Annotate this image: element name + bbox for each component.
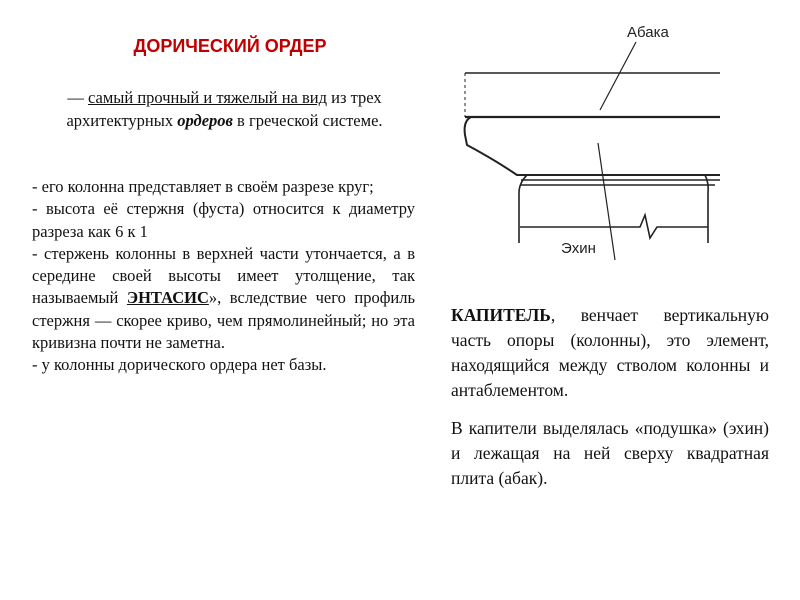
capital-definition [451, 303, 769, 403]
intro-underlined: самый прочный и тяжелый на вид [87, 88, 328, 107]
intro-dash: — [67, 88, 88, 107]
intro-end: в греческой системе. [232, 111, 383, 130]
intro-mid: из трех архитектурных [66, 88, 382, 130]
capital-def-text: , венчает вертикальную часть опоры (колонны), это элемент, находящийся между стволом колонны и антаблементом. [451, 305, 769, 400]
bullet-text: », вследствие чего профиль стержня — скорее криво, чем прямолинейный; но эта кривизна почти не заметна. [32, 288, 415, 353]
capital-description [451, 303, 769, 504]
intro-text [32, 86, 417, 132]
capital-term: КАПИТЕЛЬ [451, 305, 551, 325]
slide-title: ДОРИЧЕСКИЙ ОРДЕР [133, 36, 327, 56]
bullet-item: - высота её стержня (фуста) относится к диаметру разреза как 6 к 1 [32, 199, 415, 241]
bullet-item: - его колонна представляет в своём разрезе круг; [32, 177, 374, 196]
label-abaka: Абака [627, 24, 669, 41]
capital-paragraph-2: В капители выделялась «подушка» (эхин) и лежащая на ней сверху квадратная плита (абак). [451, 418, 769, 488]
bullet-list [32, 176, 415, 377]
label-ekhin: Эхин [561, 240, 596, 257]
intro-emph: ордеров [177, 111, 233, 130]
bullet-text: - стержень колонны в верхней части утончается, а в середине своей высоты имеет утолщение, так называемый [32, 243, 415, 308]
bullet-item: - у колонны дорического ордера нет базы. [32, 355, 327, 375]
capital-diagram [455, 15, 725, 265]
bullet-item [32, 243, 415, 354]
entasis-term: ЭНТАСИС [126, 288, 209, 308]
